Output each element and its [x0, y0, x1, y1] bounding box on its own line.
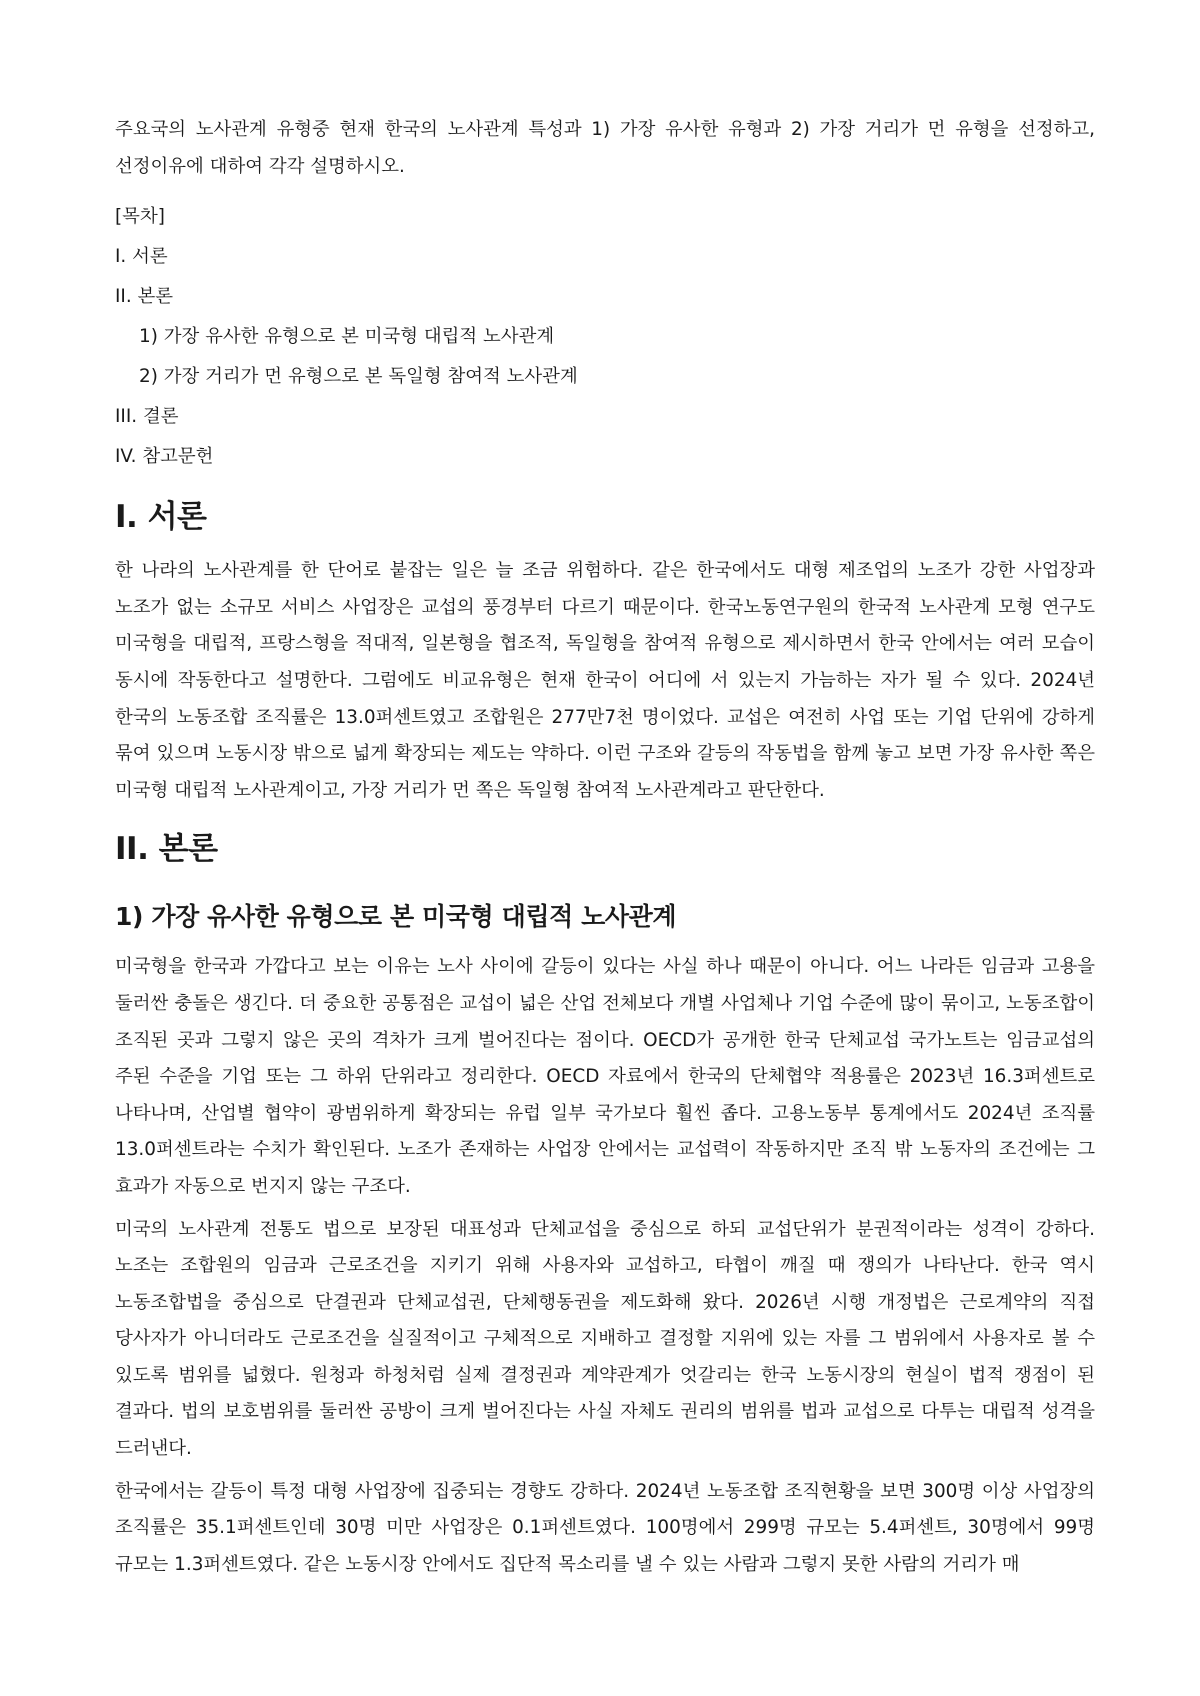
toc-item: II. 본론 [115, 286, 174, 308]
toc-label: [목차] [115, 206, 165, 228]
body-paragraph: 한국에서는 갈등이 특정 대형 사업장에 집중되는 경향도 강하다. 2024년 노동조합 조직현황을 보면 300명 이상 사업장의 조직률은 35.1퍼센트인데 30명 미만 사업장은 0.1퍼센트였다. 100명에서 299명 규모는 5.4퍼센트, 30명에서 99명 규모는 1.3퍼센트였다. 같은 노동시장 안에서도 집단적 목소리를 낼 수 있는 사람과 그렇지 못한 사람의 거리가 매 [115, 1480, 1095, 1575]
subsection-heading-us-model: 1) 가장 유사한 유형으로 본 미국형 대립적 노사관계 [115, 902, 677, 932]
toc-subitem: 1) 가장 유사한 유형으로 본 미국형 대립적 노사관계 [139, 326, 555, 348]
body-paragraph: 미국형을 한국과 가깝다고 보는 이유는 노사 사이에 갈등이 있다는 사실 하나 때문이 아니다. 어느 나라든 임금과 고용을 둘러싼 충돌은 생긴다. 더 중요한 공통점은 교섭이 넓은 산업 전체보다 개별 사업체나 기업 수준에 많이 묶이고, 노동조합이 조직된 곳과 그렇지 않은 곳의 격차가 크게 벌어진다는 점이다. OECD가 공개한 한국 단체교섭 국가노트는 임금교섭의 주된 수준을 기업 또는 그 하위 단위라고 정리한다. OECD 자료에서 한국의 단체협약 적용률은 2023년 16.3퍼센트로 나타나며, 산업별 협약이 광범위하게 확장되는 유럽 일부 국가보다 훨씬 좁다. 고용노동부 통계에서도 2024년 조직률 13.0퍼센트라는 수치가 확인된다. 노조가 존재하는 사업장 안에서는 교섭력이 작동하지만 조직 밖 노동자의 조건에는 그 효과가 자동으로 번지지 않는 구조다. [115, 956, 1095, 1197]
toc-subitem: 2) 가장 거리가 먼 유형으로 본 독일형 참여적 노사관계 [139, 366, 578, 388]
table-of-contents [115, 197, 1095, 477]
toc-item: IV. 참고문헌 [115, 446, 214, 468]
toc-item: III. 결론 [115, 406, 179, 428]
section-heading-body: II. 본론 [115, 831, 218, 868]
body-paragraph: 미국의 노사관계 전통도 법으로 보장된 대표성과 단체교섭을 중심으로 하되 교섭단위가 분권적이라는 성격이 강하다. 노조는 조합원의 임금과 근로조건을 지키기 위해 사용자와 교섭하고, 타협이 깨질 때 쟁의가 나타난다. 한국 역시 노동조합법을 중심으로 단결권과 단체교섭권, 단체행동권을 제도화해 왔다. 2026년 시행 개정법은 근로계약의 직접 당사자가 아니더라도 근로조건을 실질적이고 구체적으로 지배하고 결정할 지위에 있는 자를 그 범위에서 사용자로 볼 수 있도록 범위를 넓혔다. 원청과 하청처럼 실제 결정권과 계약관계가 엇갈리는 한국 노동시장의 현실이 법적 쟁점이 된 결과다. 법의 보호범위를 둘러싼 공방이 크게 벌어진다는 사실 자체도 권리의 범위를 법과 교섭으로 다투는 대립적 성격을 드러낸다. [115, 1218, 1095, 1460]
toc-item: I. 서론 [115, 246, 168, 268]
document-page [115, 112, 1095, 1589]
introduction-paragraph: 한 나라의 노사관계를 한 단어로 붙잡는 일은 늘 조금 위험하다. 같은 한국에서도 대형 제조업의 노조가 강한 사업장과 노조가 없는 소규모 서비스 사업장은 교섭의 풍경부터 다르기 때문이다. 한국노동연구원의 한국적 노사관계 모형 연구도 미국형을 대립적, 프랑스형을 적대적, 일본형을 협조적, 독일형을 참여적 유형으로 제시하면서 한국 안에서는 여러 모습이 동시에 작동한다고 설명한다. 그럼에도 비교유형은 현재 한국이 어디에 서 있는지 가늠하는 자가 될 수 있다. 2024년 한국의 노동조합 조직률은 13.0퍼센트였고 조합원은 277만7천 명이었다. 교섭은 여전히 사업 또는 기업 단위에 강하게 묶여 있으며 노동시장 밖으로 넓게 확장되는 제도는 약하다. 이런 구조와 갈등의 작동법을 함께 놓고 보면 가장 유사한 쪽은 미국형 대립적 노사관계이고, 가장 거리가 먼 쪽은 독일형 참여적 노사관계라고 판단한다. [115, 560, 1095, 801]
question-text: 주요국의 노사관계 유형중 현재 한국의 노사관계 특성과 1) 가장 유사한 유형과 2) 가장 거리가 먼 유형을 선정하고, 선정이유에 대하여 각각 설명하시오. [115, 119, 1095, 177]
section-heading-introduction: I. 서론 [115, 499, 207, 536]
